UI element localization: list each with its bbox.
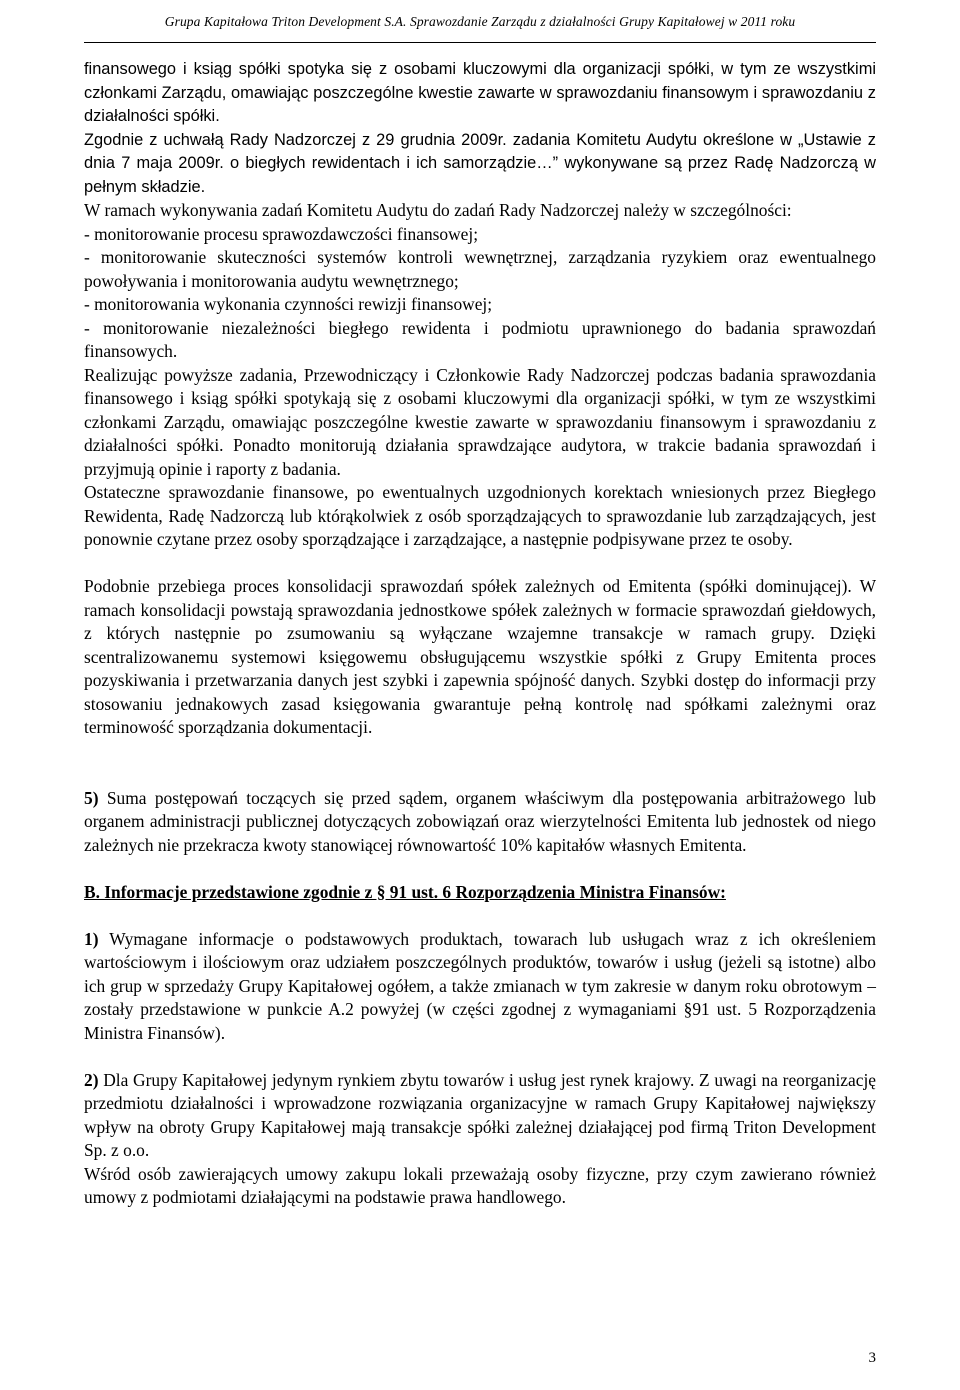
paragraph-7-text: Dla Grupy Kapitałowej jedynym rynkiem zbytu towarów i usług jest rynek krajowy. Z uwagi na reorganizację przedmiotu działalności i wprowadzone rozwiązania organizacyjne w ramach Grupy Kapitałowej największy wpływ na obroty Grupy Kapitałowej mają transakcje spółki zależnej działającej pod firmą Triton Development Sp. z o.o. [84, 1069, 876, 1160]
paragraph-6-number: 1) [84, 928, 99, 949]
paragraph-1a: finansowego i ksiąg spółki spotyka się z osobami kluczowymi dla organizacji spółki, w tym ze wszystkimi członkami Zarządu, omawiając poszczególne kwestie zawarte w sprawozdaniu finansowym i sprawozdaniu z działalności spółki. [84, 60, 876, 125]
document-body [84, 58, 876, 1210]
paragraph-5-text: Suma postępowań toczących się przed sądem, organem właściwym dla postępowania arbitrażowego lub organem administracji publicznej dotyczących zobowiązań oraz wierzytelności Emitenta lub jednostek od niego zależnych nie przekracza kwoty stanowiącej równowartość 10% kapitałów własnych Emitenta. [84, 787, 876, 855]
paragraph-1b: Zgodnie z uchwałą Rady Nadzorczej z 29 grudnia 2009r. zadania Komitetu Audytu określone w „Ustawie z dnia 7 maja 2009r. o biegłych rewidentach i ich samorządzie…” wykonywane są przez Radę Nadzorczą w pełnym składzie. [84, 130, 876, 196]
header-divider [84, 42, 876, 43]
list-item: - monitorowanie skuteczności systemów kontroli wewnętrznej, zarządzania ryzykiem oraz ewentualnego powoływania i monitorowania audytu wewnętrznego; [84, 247, 876, 291]
paragraph-6 [84, 928, 876, 1046]
list-item: - monitorowanie niezależności biegłego rewidenta i podmiotu uprawnionego do badania sprawozdań finansowych. [84, 317, 876, 361]
page-number: 3 [868, 1350, 876, 1366]
paragraph-4: Podobnie przebiega proces konsolidacji sprawozdań spółek zależnych od Emitenta (spółki dominującej). W ramach konsolidacji powstają sprawozdania jednostkowe spółek zależnych w formacie sprawozdań giełdowych, z których następnie po zsumowaniu są wyłączane wzajemne transakcje w ramach grupy. Dzięki scentralizowanemu systemowi księgowemu obsługującemu wszystkie spółki z Grupy Emitenta proces pozyskiwania i przetwarzania danych jest szybki i zapewnia spójność danych. Szybki dostęp do informacji przy stosowaniu jednakowych zasad księgowania gwarantuje pełną kontrolę nad spółkami zależnymi oraz terminowość sporządzania dokumentacji. [84, 576, 876, 737]
paragraph-7-number: 2) [84, 1069, 99, 1090]
list-item: - monitorowania wykonania czynności rewizji finansowej; [84, 294, 493, 314]
page-header: Grupa Kapitałowa Triton Development S.A. Sprawozdanie Zarządu z działalności Grupy Kapitałowej w 2011 roku [164, 14, 796, 29]
section-b-heading: B. Informacje przedstawione zgodnie z § 91 ust. 6 Rozporządzenia Ministra Finansów: [84, 881, 726, 902]
paragraph-5 [84, 787, 876, 858]
list-item: - monitorowanie procesu sprawozdawczości finansowej; [84, 223, 479, 244]
paragraph-1c: W ramach wykonywania zadań Komitetu Audytu do zadań Rady Nadzorczej należy w szczególności: [84, 200, 792, 220]
paragraph-8: Wśród osób zawierających umowy zakupu lokali przeważają osoby fizyczne, przy czym zawierano również umowy z podmiotami działającymi na podstawie prawa handlowego. [84, 1163, 876, 1207]
paragraph-2: Realizując powyższe zadania, Przewodniczący i Członkowie Rady Nadzorczej podczas badania sprawozdania finansowego i ksiąg spółki spotykają się z osobami kluczowymi dla organizacji spółki, w tym ze wszystkimi członkami Zarządu, omawiając poszczególne kwestie zawarte w sprawozdaniu finansowym i sprawozdaniu z działalności spółki. Ponadto monitorują działania sprawdzające audytora, w trakcie badania sprawozdań i przyjmują opinie i raporty z badania. [84, 364, 876, 479]
paragraph-5-number: 5) [84, 787, 99, 808]
paragraph-3: Ostateczne sprawozdanie finansowe, po ewentualnych uzgodnionych korektach wniesionych przez Biegłego Rewidenta, Radę Nadzorczą lub którąkolwiek z osób sporządzających to sprawozdanie lub zarządzających, jest ponownie czytane przez osoby sporządzające i zarządzające, a następnie podpisywane przez te osoby. [84, 482, 876, 549]
paragraph-7 [84, 1069, 876, 1163]
paragraph-6-text: Wymagane informacje o podstawowych produktach, towarach lub usługach wraz z ich określeniem wartościowym i ilościowym oraz udziałem poszczególnych produktów, towarów i usług (jeżeli są istotne) albo ich grup w sprzedaży Grupy Kapitałowej ogółem, a także zmianach w tym zakresie w danym roku obrotowym – zostały przedstawione w punkcie A.2 powyżej (w części zgodnej z wymaganiami §91 ust. 5 Rozporządzenia Ministra Finansów). [84, 928, 876, 1043]
